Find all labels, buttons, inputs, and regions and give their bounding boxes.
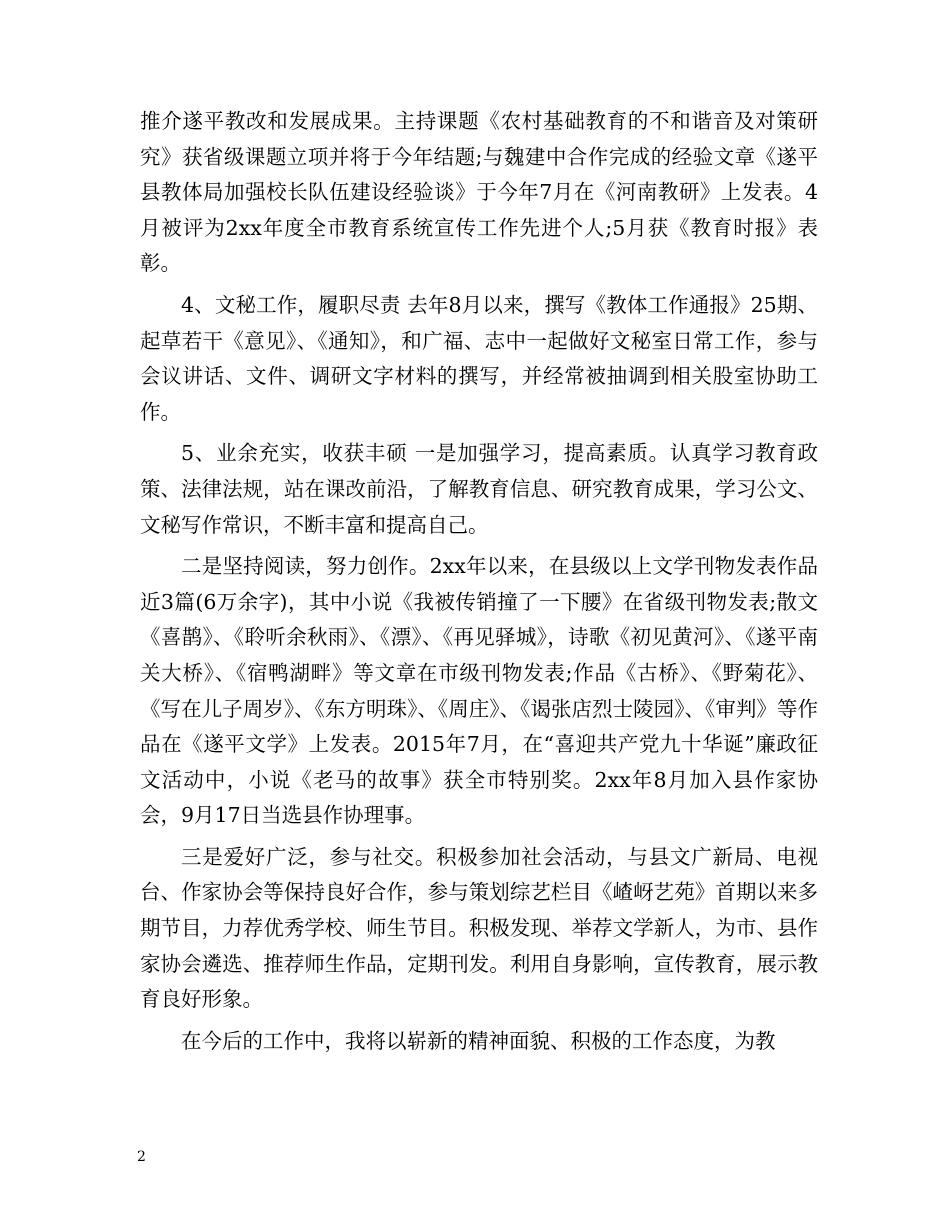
paragraph-secretarial-work: 4、文秘工作，履职尽责 去年8月以来，撰写《教体工作通报》25期、起草若干《意见》、《通知》，和广福、志中一起做好文秘室日常工作，参与会议讲话、文件、调研文字材料的撰写，并经常被抽调到相关股室协助工作。 bbox=[140, 292, 818, 424]
document-body bbox=[140, 104, 818, 1065]
paragraph-continuation: 推介遂平教改和发展成果。主持课题《农村基础教育的不和谐音及对策研究》获省级课题立项并将于今年结题;与魏建中合作完成的经验文章《遂平县教体局加强校长队伍建设经验谈》于今年7月在《河南教研》上发表。4月被评为2xx年度全市教育系统宣传工作先进个人;5月获《教育时报》表彰。 bbox=[140, 109, 818, 276]
paragraph-social-activities: 三是爱好广泛，参与社交。积极参加社会活动，与县文广新局、电视台、作家协会等保持良好合作，参与策划综艺栏目《嵖岈艺苑》首期以来多期节目，力荐优秀学校、师生节目。积极发现、举荐文学新人，为市、县作家协会遴选、推荐师生作品，定期刊发。利用自身影响，宣传教育，展示教育良好形象。 bbox=[140, 844, 818, 1012]
page-number: 2 bbox=[137, 1149, 146, 1165]
paragraph-future-work: 在今后的工作中，我将以崭新的精神面貌、积极的工作态度，为教 bbox=[181, 1028, 776, 1053]
paragraph-reading-writing: 二是坚持阅读，努力创作。2xx年以来，在县级以上文学刊物发表作品近3篇(6万余字)，其中小说《我被传销撞了一下腰》在省级刊物发表;散文《喜鹊》、《聆听余秋雨》、《漂》、《再见驿城》，诗歌《初见黄河》、《遂平南关大桥》、《宿鸭湖畔》等文章在市级刊物发表;作品《古桥》、《野菊花》、《写在儿子周岁》、《东方明珠》、《周庄》、《谒张店烈士陵园》、《审判》等作品在《遂平文学》上发表。2015年7月，在“喜迎共产党九十华诞”廉政征文活动中，小说《老马的故事》获全市特别奖。2xx年8月加入县作家协会，9月17日当选县作协理事。 bbox=[140, 554, 818, 828]
paragraph-spare-time-study: 5、业余充实，收获丰硕 一是加强学习，提高素质。认真学习教育政策、法律法规，站在课改前沿，了解教育信息、研究教育成果，学习公文、文秘写作常识，不断丰富和提高自己。 bbox=[140, 441, 818, 537]
